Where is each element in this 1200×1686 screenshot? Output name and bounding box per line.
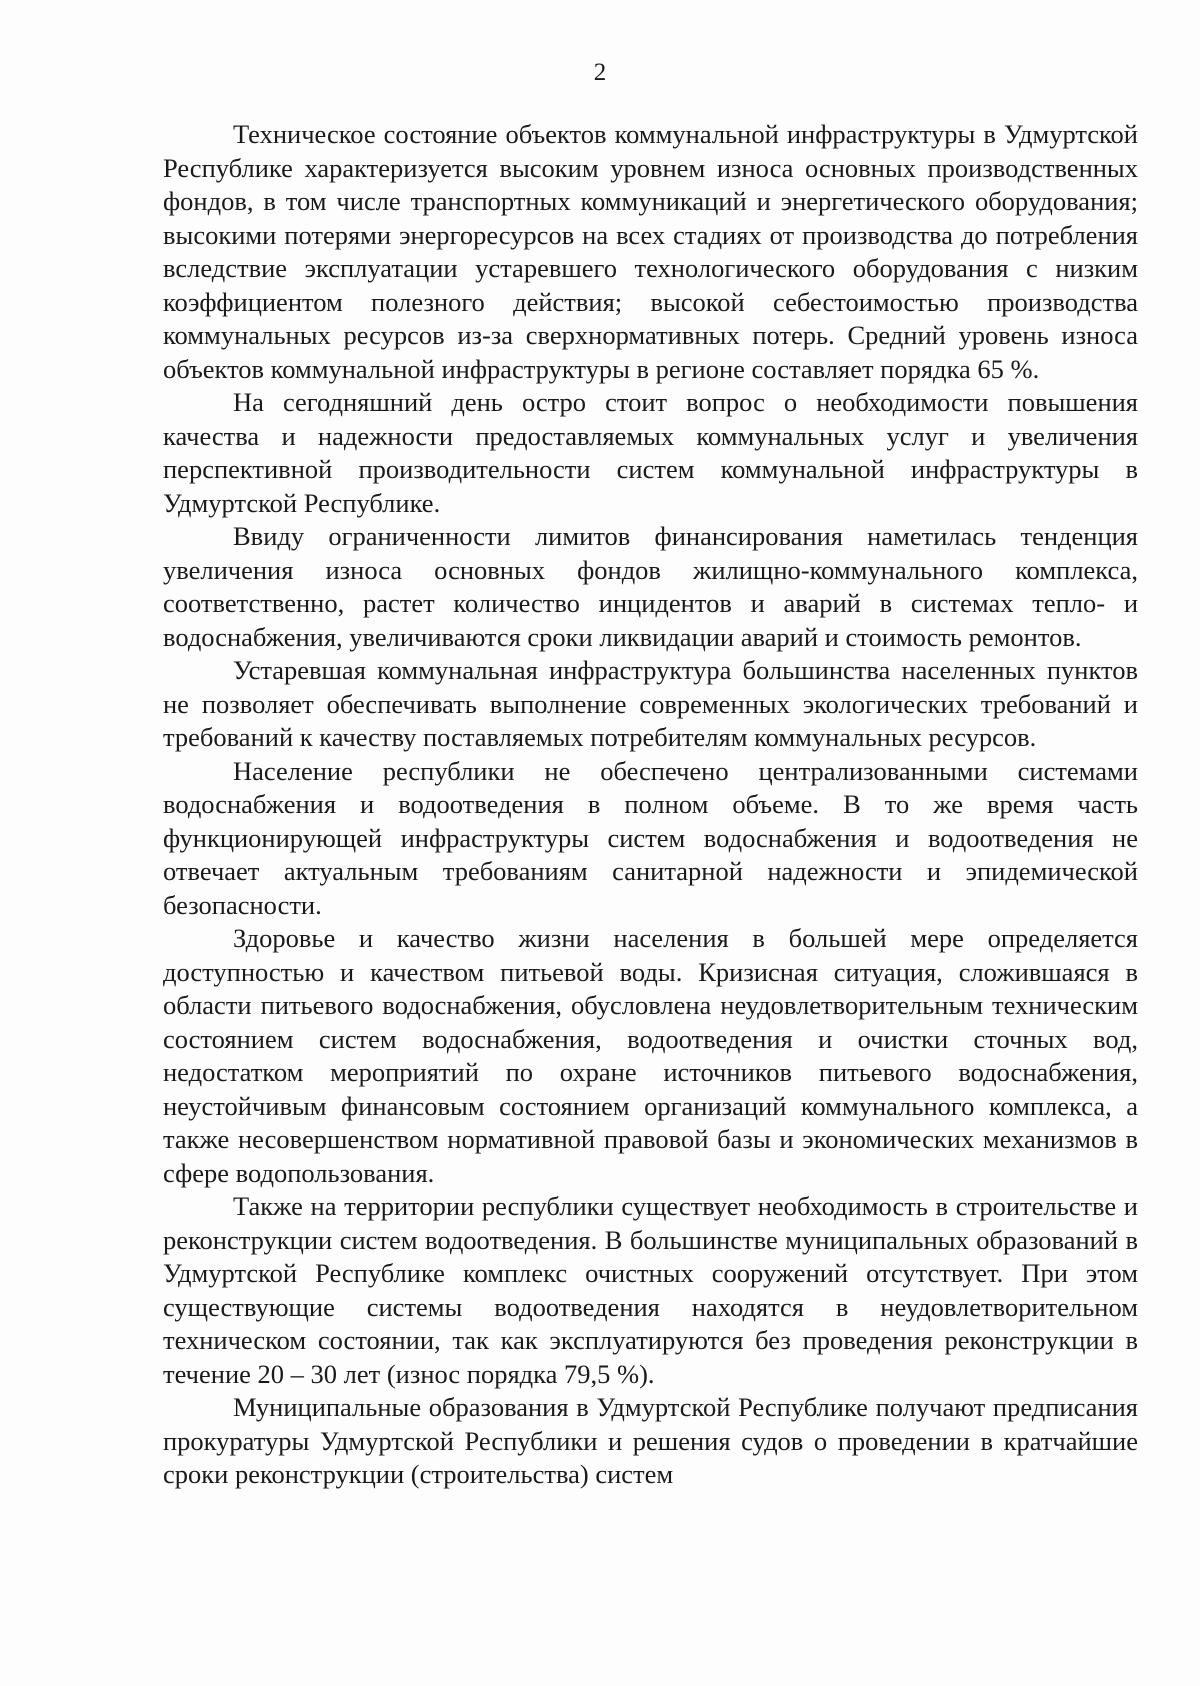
paragraph-infrastructure-condition: Техническое состояние объектов коммунальной инфраструктуры в Удмуртской Республике характеризуется высоким уровнем износа основных производственных фондов, в том числе транспортных коммуникаций и энергетического оборудования; высокими потерями энергоресурсов на всех стадиях от производства до потребления вследствие эксплуатации устаревшего технологического оборудования с низким коэффициентом полезного действия; высокой себестоимостью производства коммунальных ресурсов из-за сверхнормативных потерь. Средний уровень износа объектов коммунальной инфраструктуры в регионе составляет порядка 65 %. bbox=[163, 119, 1138, 384]
document-body bbox=[163, 118, 1138, 1492]
paragraph-outdated-infrastructure: Устаревшая коммунальная инфраструктура большинства населенных пунктов не позволяет обеспечивать выполнение современных экологических требований и требований к качеству поставляемых потребителям коммунальных ресурсов. bbox=[163, 655, 1138, 752]
paragraph-wastewater-systems: Также на территории республики существует необходимость в строительстве и реконструкции систем водоотведения. В большинстве муниципальных образований в Удмуртской Республике комплекс очистных сооружений отсутствует. При этом существующие системы водоотведения находятся в неудовлетворительном техническом состоянии, так как эксплуатируются без проведения реконструкции в течение 20 – 30 лет (износ порядка 79,5 %). bbox=[163, 1191, 1138, 1389]
paragraph-funding-limits: Ввиду ограниченности лимитов финансирования наметилась тенденция увеличения износа основных фондов жилищно-коммунального комплекса, соответственно, растет количество инцидентов и аварий в системах тепло- и водоснабжения, увеличиваются сроки ликвидации аварий и стоимость ремонтов. bbox=[163, 521, 1138, 652]
paragraph-drinking-water: Здоровье и качество жизни населения в большей мере определяется доступностью и качеством питьевой воды. Кризисная ситуация, сложившаяся в области питьевого водоснабжения, обусловлена неудовлетворительным техническим состоянием систем водоснабжения, водоотведения и очистки сточных вод, недостатком мероприятий по охране источников питьевого водоснабжения, неустойчивым финансовым состоянием организаций коммунального комплекса, а также несовершенством нормативной правовой базы и экономических механизмов в сфере водопользования. bbox=[163, 923, 1138, 1188]
paragraph-service-quality: На сегодняшний день остро стоит вопрос о необходимости повышения качества и надежности предоставляемых коммунальных услуг и увеличения перспективной производительности систем коммунальной инфраструктуры в Удмуртской Республике. bbox=[163, 387, 1138, 518]
page-number: 2 bbox=[593, 59, 607, 86]
paragraph-municipal-orders: Муниципальные образования в Удмуртской Республике получают предписания прокуратуры Удмуртской Республики и решения судов о проведении в кратчайшие сроки реконструкции (строительства) систем bbox=[163, 1392, 1138, 1489]
paragraph-centralized-systems: Население республики не обеспечено централизованными системами водоснабжения и водоотведения в полном объеме. В то же время часть функционирующей инфраструктуры систем водоснабжения и водоотведения не отвечает актуальным требованиям санитарной надежности и эпидемической безопасности. bbox=[163, 755, 1138, 920]
